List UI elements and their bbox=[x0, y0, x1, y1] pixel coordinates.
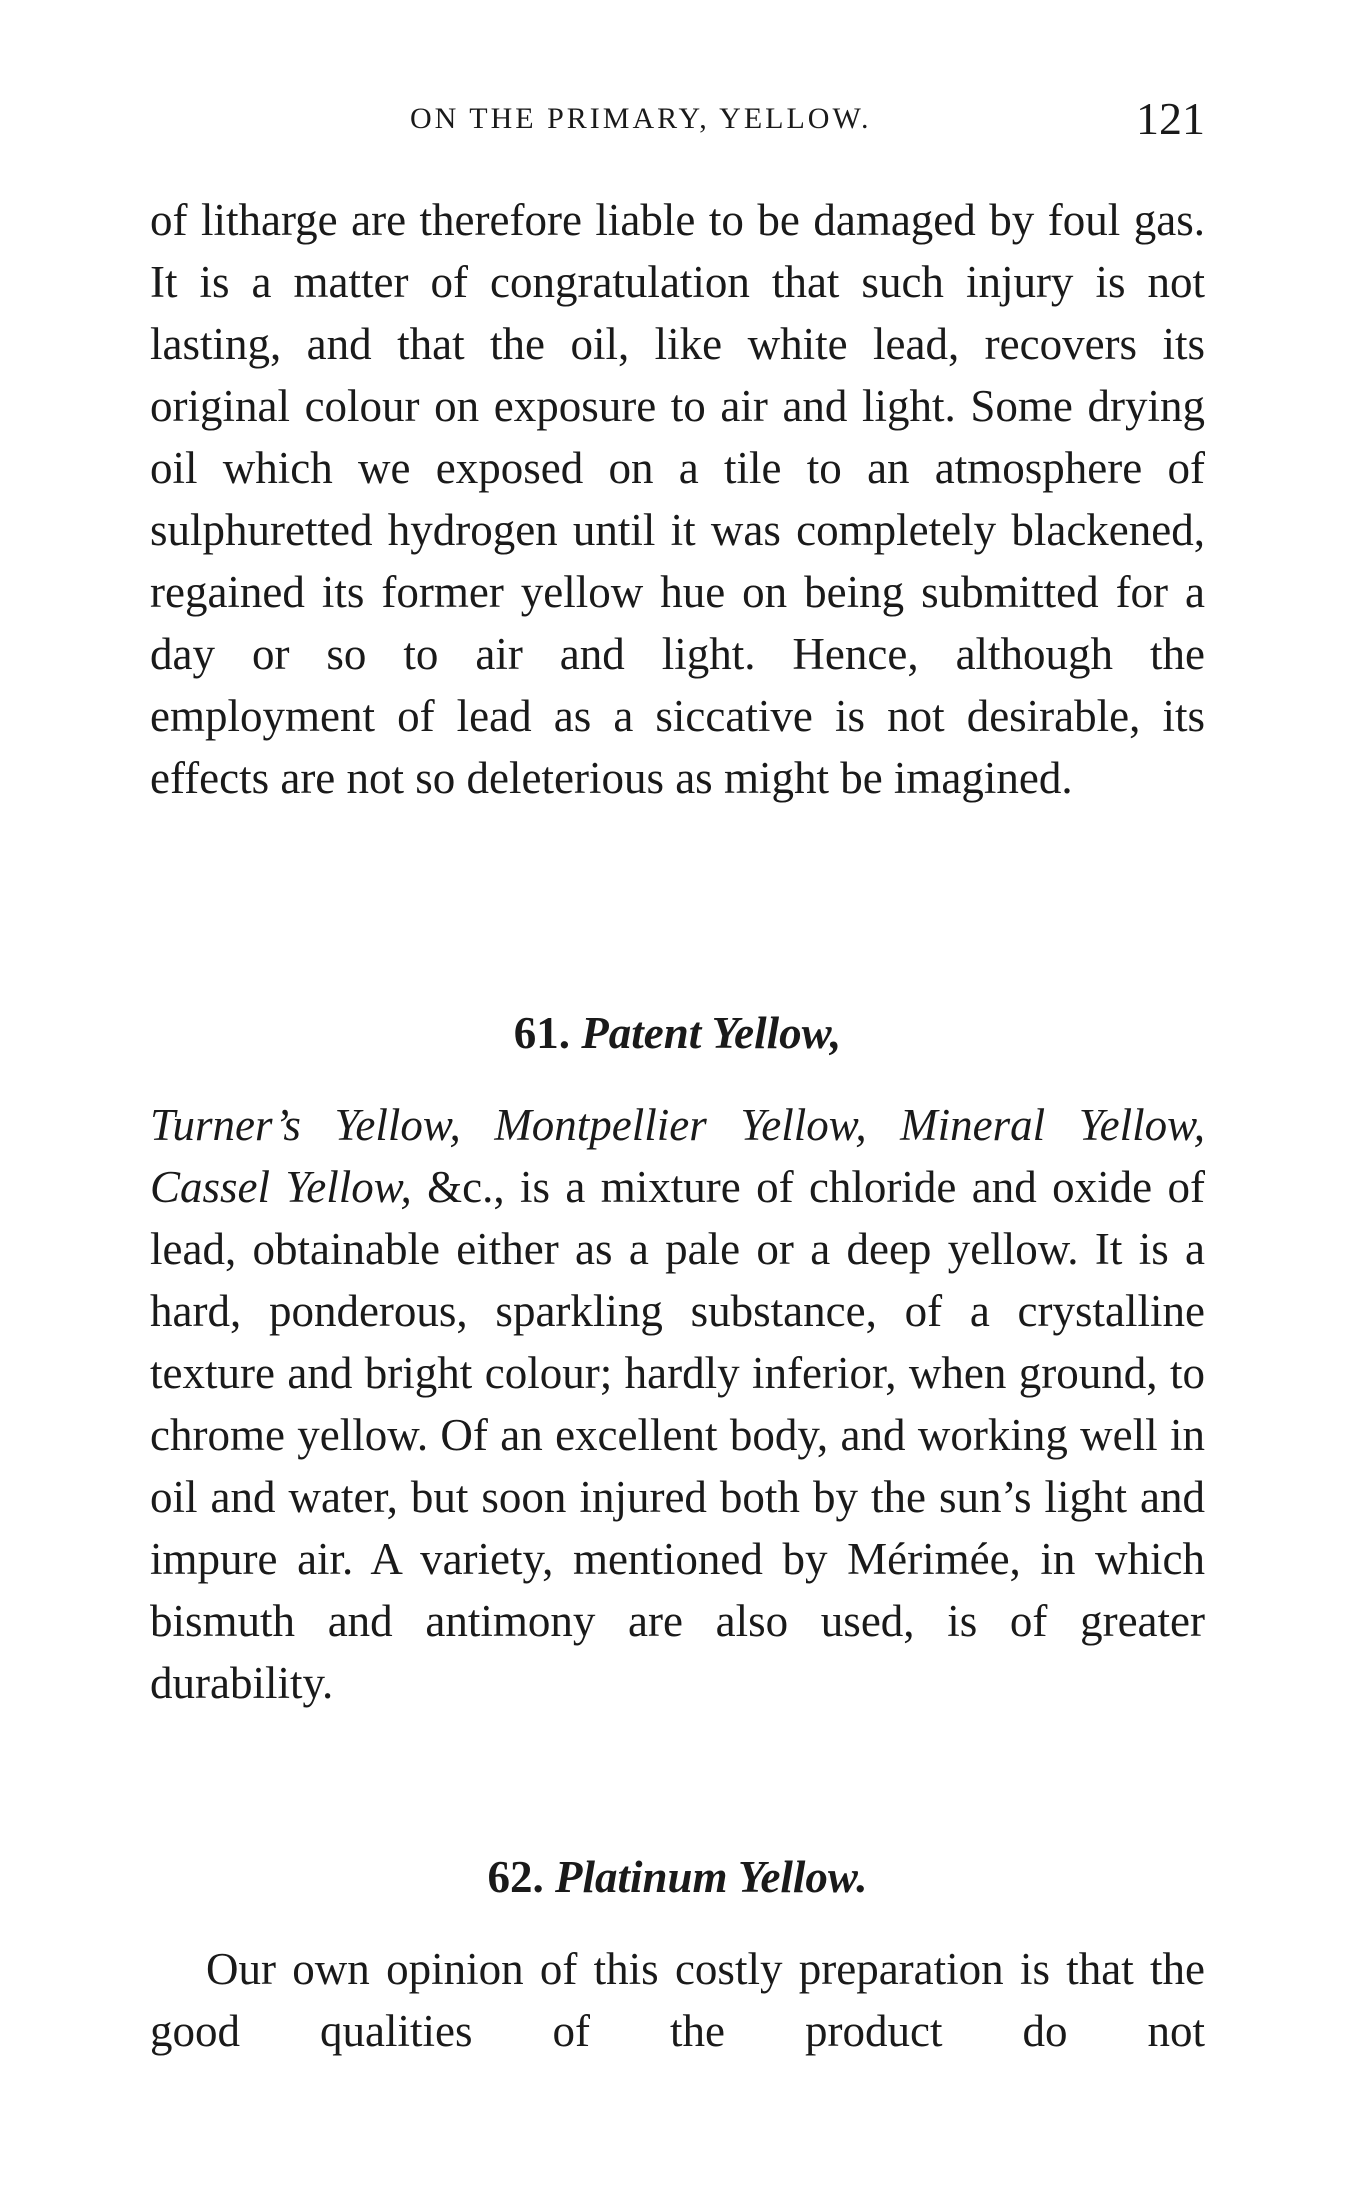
page-header bbox=[150, 92, 1205, 152]
section-number-62: 62. bbox=[487, 1852, 544, 1902]
section-heading-61 bbox=[150, 1002, 1205, 1064]
paragraph-litharge: of litharge are therefore liable to be damaged by foul gas. It is a matter of congratulation that such injury is not lasting, and that the oil, like white lead, recovers its original colour on exposure to air and light. Some drying oil which we exposed on a tile to an atmosphere of sulphuretted hydrogen until it was completely blackened, regained its former yellow hue on being submitted for a day or so to air and light. Hence, although the employment of lead as a siccative is not desirable, its effects are not so deleterious as might be imagined. bbox=[150, 195, 1205, 803]
paragraph-platinum-yellow: Our own opinion of this costly preparation is that the good qualities of the product do not bbox=[150, 1944, 1205, 2056]
running-head: ON THE PRIMARY, YELLOW. bbox=[410, 102, 872, 135]
section-number-61: 61. bbox=[513, 1008, 570, 1058]
paragraph-patent-yellow bbox=[150, 1094, 1205, 1714]
synonym-names: Turner’s Yellow, Montpellier Yellow, Mineral Yellow, Cassel Yellow, bbox=[150, 1100, 1205, 1212]
section-title-62: Platinum Yellow. bbox=[554, 1852, 868, 1902]
section-title-61: Patent Yellow, bbox=[581, 1008, 842, 1058]
patent-yellow-body: &c., is a mixture of chloride and oxide of lead, obtainable either as a pale or a deep yellow. It is a hard, ponderous, sparkling substance, of a crystalline texture and bright colour; hardly inferior, when ground, to chrome yellow. Of an excellent body, and working well in oil and water, but soon injured both by the sun’s light and impure air. A variety, mentioned by Mérimée, in which bismuth and antimony are also used, is of greater durability. bbox=[150, 1162, 1205, 1708]
page-number: 121 bbox=[1136, 93, 1205, 144]
section-heading-62 bbox=[150, 1846, 1205, 1908]
